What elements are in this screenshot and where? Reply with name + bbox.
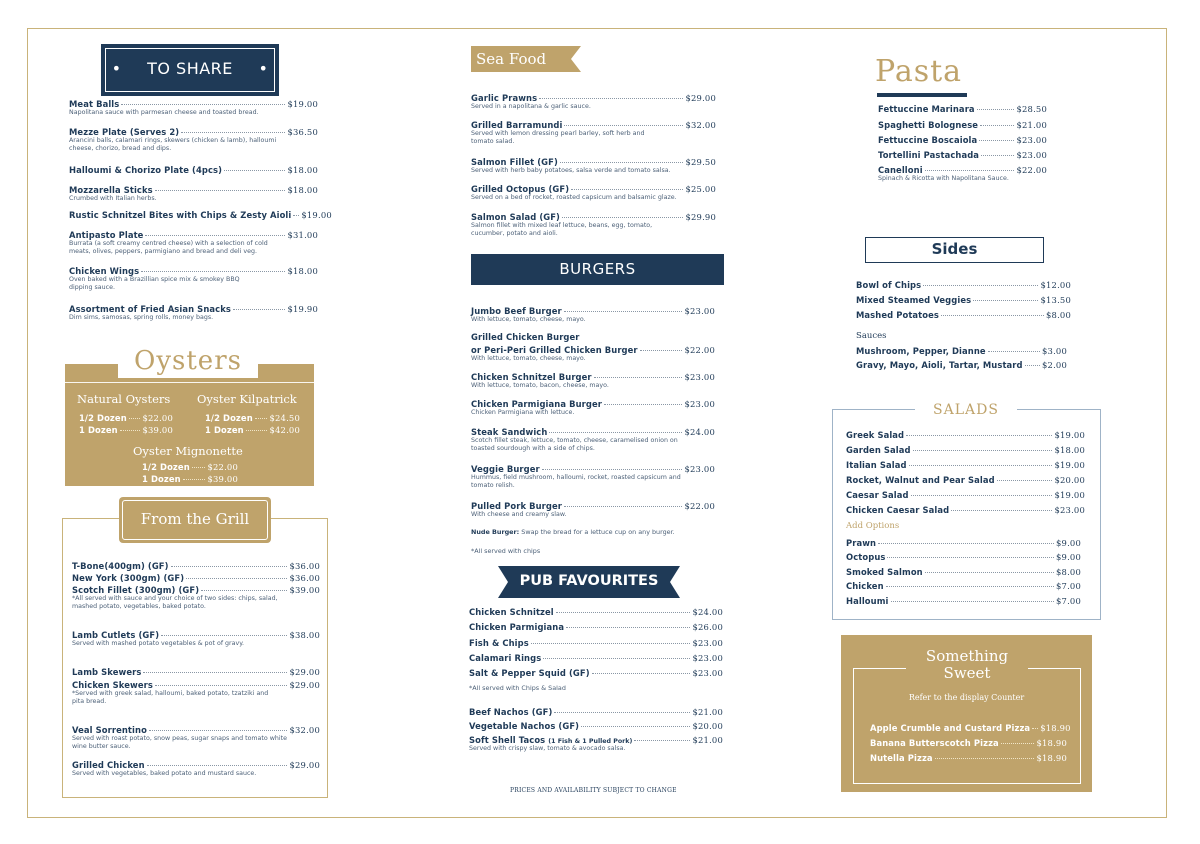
burgers-title: BURGERS: [559, 260, 636, 278]
menu-item: Chicken $7.00: [846, 581, 1081, 591]
salads-title: SALADS: [933, 402, 999, 418]
menu-item: Veal Sorrentino $32.00 Served with roast potato, snow peas, sugar snaps and tomato white wine butter sauce.: [72, 725, 320, 751]
menu-item: Italian Salad $19.00: [846, 460, 1085, 470]
natural-oysters-title: Natural Oysters: [77, 392, 171, 406]
menu-item: Fettuccine Marinara $28.50: [878, 104, 1047, 114]
pub-served-note: *All served with Chips & Salad: [469, 684, 566, 692]
menu-item: Calamari Rings $23.00: [469, 653, 723, 663]
menu-item: Salt & Pepper Squid (GF) $23.00: [469, 668, 723, 678]
menu-item: Banana Butterscotch Pizza $18.90: [870, 738, 1067, 748]
menu-item: Garlic Prawns $29.00 Served in a napolitana & garlic sauce.: [471, 93, 716, 110]
menu-item: Spaghetti Bolognese $21.00: [878, 120, 1047, 130]
menu-item: Chicken Schnitzel $24.00: [469, 607, 723, 617]
menu-item: Gravy, Mayo, Aioli, Tartar, Mustard $2.00: [856, 360, 1067, 370]
add-options-label: Add Options: [846, 521, 900, 531]
bullet-icon: •: [258, 59, 269, 78]
burgers-served-note: *All served with chips: [471, 547, 541, 555]
menu-item: Salmon Salad (GF) $29.90 Salmon fillet with mixed leaf lettuce, beans, egg, tomato, cucumber, potato and aioli.: [471, 212, 716, 238]
burgers-banner: [471, 254, 724, 285]
salads-title-plate: [915, 399, 1017, 419]
menu-item: Mozzarella Sticks $18.00 Crumbed with Italian herbs.: [69, 185, 318, 202]
menu-item: Chicken Skewers $29.00 *Served with greek salad, halloumi, baked potato, tzatziki and pita bread.: [72, 680, 320, 706]
menu-item: Mezze Plate (Serves 2) $36.50 Arancini balls, calamari rings, skewers (chicken & lamb), halloumi cheese, chorizo, bread and dips.: [69, 127, 318, 153]
menu-item: Smoked Salmon $8.00: [846, 567, 1081, 577]
menu-item: Grilled Chicken Burger: [471, 332, 580, 342]
menu-item: Veggie Burger $23.00 Hummus, field mushroom, halloumi, rocket, roasted capsicum and tomato relish.: [471, 464, 715, 490]
oysters-title-plate: [118, 344, 258, 378]
seafood-title: Sea Food: [476, 50, 547, 68]
to-share-banner: [101, 44, 279, 96]
grill-panel: [62, 518, 328, 798]
sides-box: [865, 237, 1044, 263]
pasta-title: Pasta: [875, 54, 963, 89]
nude-burger-note: Nude Burger: Swap the bread for a lettuce cup on any burger.: [471, 528, 675, 536]
menu-item: Caesar Salad $19.00: [846, 490, 1085, 500]
prices-disclaimer: PRICES AND AVAILABILITY SUBJECT TO CHANGE: [510, 787, 677, 794]
oyster-row: 1 Dozen $39.00: [79, 425, 173, 435]
menu-item: Chicken Parmigiana $26.00: [469, 622, 723, 632]
menu-item: Chicken Wings $18.00 Oven baked with a Brazillian spice mix & smokey BBQ dipping sauce.: [69, 266, 318, 292]
menu-item: Grilled Chicken $29.00 Served with vegetables, baked potato and mustard sauce.: [72, 760, 320, 777]
menu-item: Rocket, Walnut and Pear Salad $20.00: [846, 475, 1085, 485]
oyster-row: 1 Dozen $39.00: [142, 474, 238, 484]
menu-item: Greek Salad $19.00: [846, 430, 1085, 440]
menu-item: Assortment of Fried Asian Snacks $19.90 Dim sims, samosas, spring rolls, money bags.: [69, 304, 318, 321]
oysters-title: Oysters: [134, 346, 242, 376]
menu-item: Chicken Parmigiana Burger $23.00 Chicken Parmigiana with lettuce.: [471, 399, 715, 416]
sweet-title-1: Something: [925, 647, 1009, 665]
menu-item: Meat Balls $19.00 Napolitana sauce with parmesan cheese and toasted bread.: [69, 99, 318, 116]
menu-item: Chicken Schnitzel Burger $23.00 With lettuce, tomato, bacon, cheese, mayo.: [471, 372, 715, 389]
oyster-row: 1 Dozen $42.00: [205, 425, 300, 435]
oyster-row: 1/2 Dozen $24.50: [205, 413, 300, 423]
menu-item: Grilled Barramundi $32.00 Served with lemon dressing pearl barley, soft herb and tomato salad.: [471, 120, 716, 146]
menu-item: Fish & Chips $23.00: [469, 638, 723, 648]
grill-title-badge: [119, 497, 271, 543]
menu-item: Salmon Fillet (GF) $29.50 Served with herb baby potatoes, salsa verde and tomato salsa.: [471, 157, 716, 174]
menu-item: Mashed Potatoes $8.00: [856, 310, 1071, 320]
menu-item: Nutella Pizza $18.90: [870, 753, 1067, 763]
menu-item: New York (300gm) (GF) $36.00: [72, 573, 320, 583]
pub-favourites-title: PUB FAVOURITES: [519, 573, 659, 589]
menu-item: Vegetable Nachos (GF) $20.00: [469, 721, 723, 731]
menu-item: Mixed Steamed Veggies $13.50: [856, 295, 1071, 305]
menu-item: Tortellini Pastachada $23.00: [878, 150, 1047, 160]
menu-item: or Peri-Peri Grilled Chicken Burger $22.00 With lettuce, tomato, cheese, mayo.: [471, 345, 715, 362]
sweet-title-2: Sweet: [943, 664, 991, 682]
menu-item: Rustic Schnitzel Bites with Chips & Zesty Aioli $19.00: [69, 210, 332, 220]
bullet-icon: •: [111, 59, 122, 78]
menu-item: Garden Salad $18.00: [846, 445, 1085, 455]
menu-item: Chicken Caesar Salad $23.00: [846, 505, 1085, 515]
menu-item: Steak Sandwich $24.00 Scotch fillet steak, lettuce, tomato, cheese, caramelised onion on toasted sourdough with a side of chips.: [471, 427, 715, 453]
to-share-title: TO SHARE: [147, 59, 233, 78]
oyster-kilpatrick-title: Oyster Kilpatrick: [197, 392, 297, 406]
menu-item: Pulled Pork Burger $22.00 With cheese and creamy slaw.: [471, 501, 715, 518]
grill-title: From the Grill: [140, 510, 250, 528]
menu-item: Scotch Fillet (300gm) (GF) $39.00 *All served with sauce and your choice of two sides: chips, salad, mashed potato, vegetables, baked potato.: [72, 585, 320, 611]
menu-item: Apple Crumble and Custard Pizza $18.90: [870, 723, 1071, 733]
menu-item: Canelloni $22.00 Spinach & Ricotta with Napolitana Sauce.: [878, 165, 1047, 182]
menu-item: Lamb Cutlets (GF) $38.00 Served with mashed potato vegetables & pot of gravy.: [72, 630, 320, 647]
oyster-mignonette-title: Oyster Mignonette: [133, 444, 243, 458]
menu-item: Beef Nachos (GF) $21.00: [469, 707, 723, 717]
menu-item: Lamb Skewers $29.00: [72, 667, 320, 677]
sides-title: Sides: [931, 240, 978, 258]
menu-item: Mushroom, Pepper, Dianne $3.00: [856, 346, 1067, 356]
menu-item: Soft Shell Tacos (1 Fish & 1 Pulled Pork) $21.00 Served with crispy slaw, tomato & avocado salsa.: [469, 735, 723, 752]
menu-item: Prawn $9.00: [846, 538, 1081, 548]
menu-item: T-Bone(400gm) (GF) $36.00: [72, 561, 320, 571]
sauces-label: Sauces: [856, 331, 887, 341]
menu-item: Jumbo Beef Burger $23.00 With lettuce, tomato, cheese, mayo.: [471, 306, 715, 323]
menu-item: Halloumi & Chorizo Plate (4pcs) $18.00: [69, 165, 318, 175]
menu-item: Fettuccine Boscaiola $23.00: [878, 135, 1047, 145]
oyster-row: 1/2 Dozen $22.00: [79, 413, 173, 423]
oyster-row: 1/2 Dozen $22.00: [142, 462, 238, 472]
menu-item: Halloumi $7.00: [846, 596, 1081, 606]
menu-item: Antipasto Plate $31.00 Burrata (a soft creamy centred cheese) with a selection of cold meats, olives, peppers, parmigiano and bread and deli veg.: [69, 230, 318, 256]
menu-item: Grilled Octopus (GF) $25.00 Served on a bed of rocket, roasted capsicum and balsamic glaze.: [471, 184, 716, 201]
sweet-subtitle: Refer to the display Counter: [908, 693, 1025, 702]
menu-item: Octopus $9.00: [846, 552, 1081, 562]
sweet-title-plate: [906, 648, 1028, 684]
menu-item: Bowl of Chips $12.00: [856, 280, 1071, 290]
pasta-underline: [877, 93, 967, 97]
